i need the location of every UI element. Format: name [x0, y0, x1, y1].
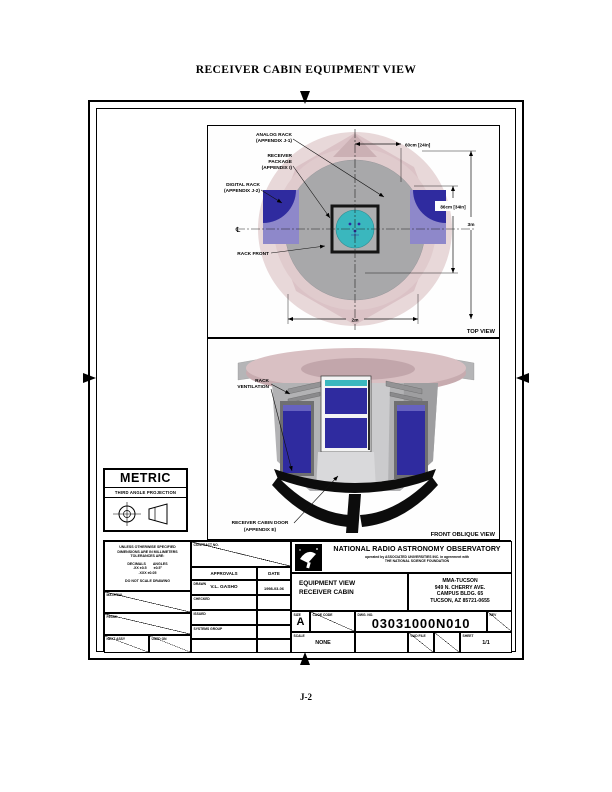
drawn-label: DRAWN [193, 581, 206, 586]
approval-date-drawn [257, 580, 291, 595]
org-operated-2: THE NATIONAL SCIENCE FOUNDATION [384, 559, 450, 563]
cabin-window [321, 376, 371, 452]
front-view-drawing [208, 339, 499, 539]
top-view-label: TOP VIEW [466, 329, 495, 335]
sheet-cell [460, 632, 512, 653]
material-label: MATERIAL [106, 592, 124, 597]
front-view-viewport [207, 338, 500, 540]
size-value: A [296, 616, 305, 628]
approval-date-checked [257, 595, 291, 610]
callout-digital-rack-appendix: (APPENDIX J-2) [224, 189, 260, 194]
callout-receiver-1: RECEIVER [267, 154, 292, 159]
dim-height-label: 3m [467, 223, 475, 228]
issued-label: ISSUED [193, 611, 206, 616]
used-on-label: USED ON [151, 636, 167, 641]
approval-row-drawn [191, 580, 257, 595]
finish-cell [104, 613, 191, 635]
drawing-title-line-2: RECEIVER CABIN [299, 588, 354, 596]
date-header-label: DATE [268, 571, 280, 576]
approval-date-blank [257, 639, 291, 653]
material-cell [104, 591, 191, 613]
office-line-4: TUCSON, AZ 85721-0655 [430, 597, 490, 604]
page-number: J-2 [300, 692, 312, 702]
top-view-drawing [208, 126, 499, 337]
size-label: SIZE [293, 612, 301, 617]
size-cell [291, 611, 310, 632]
scale-value: NONE [315, 640, 331, 646]
approvals-header-cell [191, 567, 257, 580]
third-angle-projection-label: THIRD ANGLE PROJECTION [105, 488, 186, 498]
third-angle-projection-icon [105, 498, 186, 531]
center-mark-right-icon [516, 373, 529, 383]
dwg-no-label: DWG. NO. [357, 612, 374, 617]
next-assy-cell [104, 635, 149, 653]
drawing-title-cell [291, 573, 408, 611]
tolerance-dec-header: DECIMALS [127, 561, 146, 566]
org-header-cell [291, 541, 512, 573]
center-mark-top-icon [300, 91, 310, 104]
callout-receiver-2: PACKAGE [268, 160, 292, 165]
scale-cell [291, 632, 355, 653]
org-operated-1: operated by ASSOCIATED UNIVERSITIES INC. in agreement with [365, 555, 469, 559]
top-view-viewport [207, 125, 500, 338]
tolerance-ang-1: ±0.5° [153, 566, 162, 571]
metric-title: METRIC [105, 470, 186, 488]
center-mark-left-icon [83, 373, 96, 383]
office-line-3: CAMPUS BLDG. 65 [436, 591, 484, 598]
approvals-header-label: APPROVALS [210, 571, 238, 576]
sheet-label: SHEET [462, 633, 474, 638]
callout-digital-rack: DIGITAL RACK [226, 183, 260, 188]
systems-group-label: SYSTEMS GROUP [193, 626, 223, 631]
checked-label: CHECKED [193, 596, 210, 601]
callout-rack-vent-2: VENTILATION [237, 385, 269, 390]
do-not-scale-label: DO NOT SCALE DRAWING [125, 578, 170, 583]
callout-receiver-appendix: (APPENDIX I) [261, 166, 292, 171]
tolerance-line-2: DIMENSIONS ARE IN MILLIMETERS [117, 549, 178, 554]
callout-analog-rack: ANALOG RACK [256, 133, 292, 138]
callout-analog-rack-appendix: (APPENDIX J-1) [256, 139, 292, 144]
dim-top-label: 60cm [24in] [405, 142, 431, 148]
office-address-cell [408, 573, 512, 611]
callout-rack-vent-1: RACK [255, 379, 269, 384]
tolerance-line-3: TOLERANCES ARE: [130, 554, 165, 559]
rev-label: REV [489, 612, 497, 617]
cad-file-cell [408, 632, 434, 653]
approval-row-issued [191, 610, 257, 625]
approval-date-issued [257, 610, 291, 625]
callout-rack-front: RACK FRONT [237, 252, 269, 257]
drawing-title-line-1: EQUIPMENT VIEW [299, 580, 356, 587]
tolerance-dec-2: .XXX ±0.05 [138, 570, 157, 575]
page-title: RECEIVER CABIN EQUIPMENT VIEW [195, 64, 417, 76]
dim-width-label: 2m [351, 318, 359, 324]
nrao-logo [295, 544, 322, 571]
left-rack-panel [280, 401, 314, 476]
used-on-cell [149, 635, 191, 653]
dwg-no-value: 03031000N010 [371, 616, 471, 631]
right-rack-panel [394, 401, 428, 479]
cage-code-cell [310, 611, 355, 632]
digital-rack-shape [263, 190, 299, 244]
center-mark-bottom-icon [300, 652, 310, 665]
drawn-name: V.L. GASHO [210, 585, 238, 590]
dwg-no-cell [355, 611, 487, 632]
dim-right-label: 86cm [34in] [440, 204, 466, 210]
callout-cabin-door-2: (APPENDIX E) [243, 528, 277, 533]
cad-file-label: CAD FILE [410, 633, 426, 638]
centerline-symbol: ℄ [235, 227, 241, 234]
sheet-value: 1/1 [482, 640, 490, 646]
approval-row-blank [191, 639, 257, 653]
org-name: NATIONAL RADIO ASTRONOMY OBSERVATORY [333, 545, 501, 553]
analog-rack-shape [410, 190, 446, 244]
tolerance-note-cell [104, 541, 191, 591]
tolerance-line-1: UNLESS OTHERWISE SPECIFIED [119, 545, 176, 549]
scale-label: SCALE [293, 633, 305, 638]
contract-no-label: CONTRACT NO. [193, 542, 219, 547]
approval-date-systems-group [257, 625, 291, 639]
front-view-label: FRONT OBLIQUE VIEW [430, 532, 495, 538]
tolerance-ang-header: ANGLES [152, 561, 168, 566]
metric-block [103, 468, 188, 532]
approval-row-checked [191, 595, 257, 610]
approval-row-systems-group [191, 625, 257, 639]
cage-code-label: CAGE CODE [312, 612, 333, 617]
next-assy-label: NEXT ASSY [106, 636, 126, 641]
contract-no-cell [191, 541, 291, 567]
aux-blank-cell [434, 632, 460, 653]
finish-label: FINISH [106, 614, 118, 619]
office-line-2: 949 N. CHERRY AVE. [434, 584, 486, 591]
tolerance-dec-1: .XX ±0.5 [133, 566, 147, 571]
rev-cell [487, 611, 512, 632]
scale-blank-cell [355, 632, 408, 653]
office-line-1: MMA-TUCSON [442, 578, 478, 584]
title-block [103, 540, 511, 652]
date-header-cell [257, 567, 291, 580]
callout-cabin-door-1: RECEIVER CABIN DOOR [231, 521, 289, 526]
drawn-date: 1998-03-06 [264, 586, 284, 591]
